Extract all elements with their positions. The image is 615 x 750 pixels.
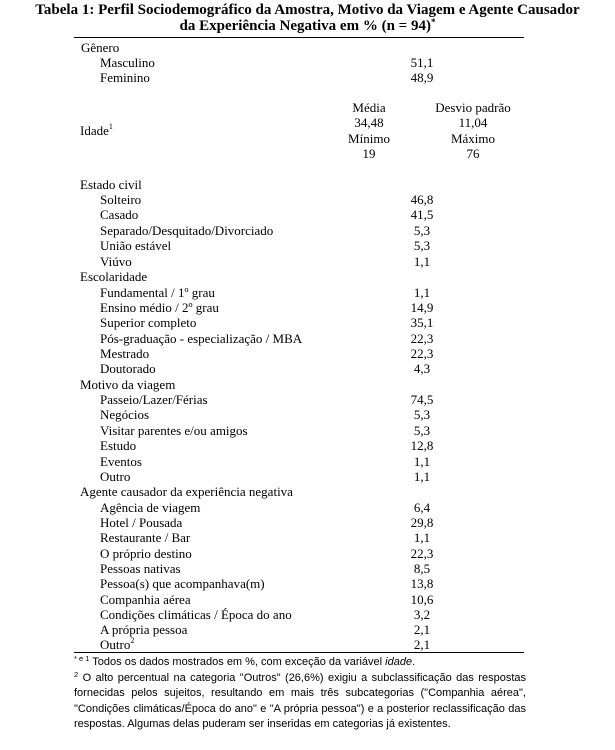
row-value: 29,8 [410,515,434,530]
row-value: 5,3 [413,238,431,253]
row-value: 12,8 [410,438,434,453]
row-label: Casado [100,207,139,222]
row-label: Mestrado [100,346,150,361]
footnote-1: $^{* e 1}$ Todos os dados mostrados em %, com exceção da variável idade. [74,654,416,668]
row-label: A própria pessoa [100,622,188,637]
row-value: 5,3 [413,423,431,438]
row-label: Agência de viagem [100,500,201,515]
row-label: Outro [100,469,131,484]
row-value: 41,5 [410,207,434,222]
idade-label: Idade$^1$ [80,122,113,138]
row-value: 14,9 [410,300,434,315]
row-value: 22,3 [410,331,434,346]
row-value: 46,8 [410,192,434,207]
row-label: Condições climáticas / Época do ano [100,607,292,622]
row-label: Masculino [100,55,155,70]
row-label: Visitar parentes e/ou amigos [100,423,248,438]
row-label: Restaurante / Bar [100,530,191,545]
row-value: 22,3 [410,546,434,561]
minimo-label: Mínimo [348,131,390,146]
row-value: 1,1 [413,469,431,484]
row-value: 1,1 [413,254,431,269]
row-label: Ensino médio / 2º grau [100,300,219,315]
media-label: Média [352,100,386,115]
section-heading-escolaridade: Escolaridade [80,269,148,284]
row-value: 51,1 [410,55,434,70]
row-label: Doutorado [100,361,156,376]
table-bottom-rule [74,652,524,653]
idade-footnote-mark: 1 [108,122,113,131]
row-label: Estudo [100,438,137,453]
table-title-line-1: Tabela 1: Perfil Sociodemográfico da Amostra, Motivo da Viagem e Agente Causador [35,2,580,18]
row-value: 1,1 [413,285,431,300]
row-value: 3,2 [413,607,431,622]
row-label: Solteiro [100,192,142,207]
row-value: 5,3 [413,407,431,422]
row-value: 4,3 [413,361,431,376]
outro-footnote-mark: 2 [130,636,135,645]
row-value: 13,8 [410,576,434,591]
desvio-label: Desvio padrão [435,100,511,115]
section-heading-estado-civil: Estado civil [80,177,142,192]
row-label: Pós-graduação - especialização / MBA [100,331,303,346]
row-value: 10,6 [410,592,434,607]
row-label: União estável [100,238,172,253]
table-title [0,2,615,34]
minimo-value: 19 [362,146,376,161]
row-label: Superior completo [100,315,197,330]
row-value: 48,9 [410,70,434,85]
row-value: 35,1 [410,315,434,330]
maximo-value: 76 [466,146,480,161]
row-label: O próprio destino [100,546,192,561]
row-label: Fundamental / 1º grau [100,285,215,300]
footnote-2-mark: 2 [74,669,79,679]
footnote-2: $^2$ O alto percentual na categoria "Outros" (26,6%) exigiu a subclassificação das respostas fornecidas pelos sujeitos, resultando em mais três subcategorias ("Companhia aérea", "Condições climáticas/Época do ano" e "A própria pessoa") e a posterior reclassificação das respostas. Algumas delas puderam ser inseridas em categorias já existentes. [74,669,526,730]
footnote-1-mark: * e 1 [74,654,90,663]
row-value: 6,4 [413,500,431,515]
maximo-label: Máximo [450,131,496,146]
row-label: Viúvo [100,254,132,269]
section-heading-motivo: Motivo da viagem [80,377,176,392]
desvio-value: 11,04 [458,115,488,130]
row-value: 22,3 [410,346,434,361]
row-label: Eventos [100,454,142,469]
row-label: Passeio/Lazer/Férias [100,392,208,407]
row-value: 2,1 [413,622,431,637]
row-label: Hotel / Pousada [100,515,183,530]
row-value: 2,1 [413,637,431,652]
row-value: 74,5 [410,392,434,407]
row-value: 1,1 [413,530,431,545]
row-value: 1,1 [413,454,431,469]
row-value: 5,3 [413,223,431,238]
row-label: Separado/Desquitado/Divorciado [100,223,274,238]
footnotes [74,655,526,733]
row-label: Negócios [100,407,150,422]
table-top-rule [74,37,524,38]
section-heading-genero: Gênero [81,40,120,55]
row-label: Companhia aérea [100,592,191,607]
title-footnote-mark: * [430,17,436,27]
section-heading-agente: Agente causador da experiência negativa [80,484,293,499]
row-label: Outro$^2$ [100,636,135,652]
table-title-line-2: da Experiência Negativa em % (n = 94)* [179,17,436,34]
row-value: 8,5 [413,561,431,576]
row-label: Feminino [100,70,150,85]
media-value: 34,48 [354,115,384,130]
row-label: Pessoas nativas [100,561,181,576]
row-label: Pessoa(s) que acompanhava(m) [100,576,265,591]
